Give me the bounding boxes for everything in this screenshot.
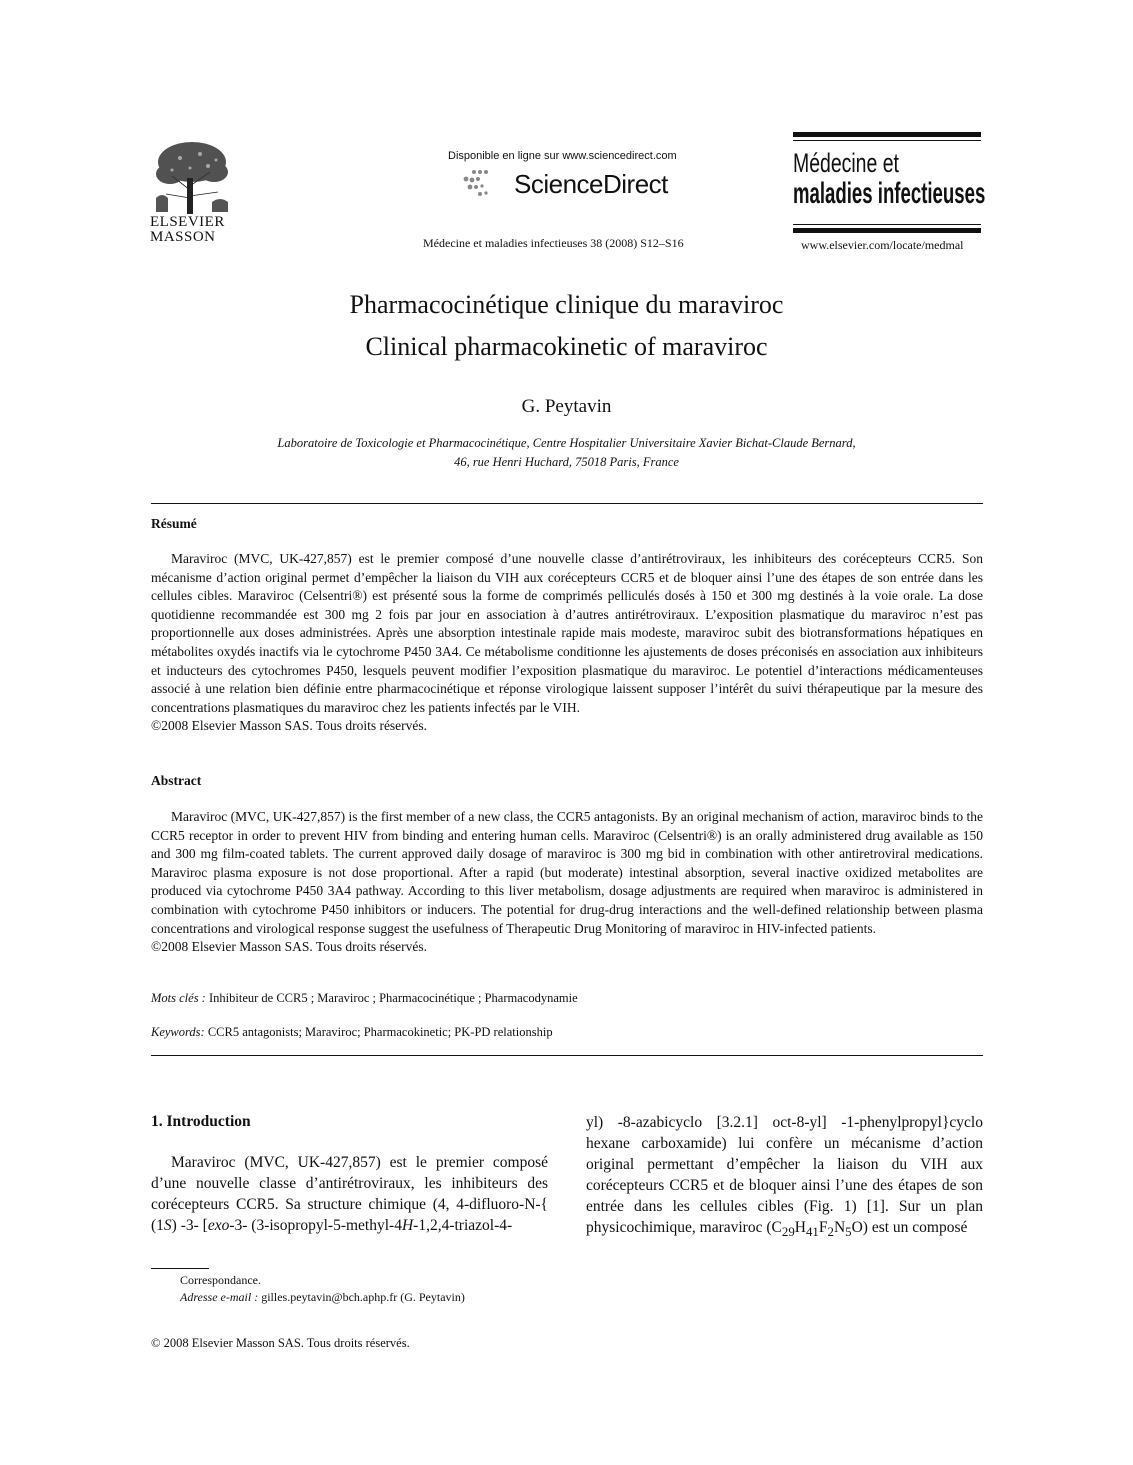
affiliation-line2: 46, rue Henri Huchard, 75018 Paris, France [454, 455, 679, 469]
abstract-copyright: ©2008 Elsevier Masson SAS. Tous droits réservés. [151, 939, 428, 955]
introduction-paragraph-cont [586, 1112, 983, 1242]
keywords-en-values: CCR5 antagonists; Maraviroc; Pharmacokinetic; PK-PD relationship [207, 1025, 553, 1039]
journal-title-line1: Médecine et [793, 148, 899, 178]
publisher-logo-text [150, 215, 240, 245]
intro-text-segment: -3- (3-isopropyl-5-methyl-4 [229, 1217, 402, 1234]
affiliation [0, 434, 1133, 472]
masson-word: MASSON [150, 229, 216, 245]
abstract-top-rule [151, 503, 983, 504]
journal-url[interactable]: www.elsevier.com/locate/medmal [801, 238, 964, 252]
formula-element: F [818, 1219, 828, 1236]
article-title-en: Clinical pharmacokinetic of maraviroc [365, 332, 768, 361]
footnote-email-value[interactable]: gilles.peytavin@bch.aphp.fr (G. Peytavin) [261, 1290, 465, 1304]
keywords-en-label: Keywords: [151, 1025, 205, 1039]
elsevier-word: ELSEVIER [150, 214, 225, 230]
intro-text-segment: O) est un composé [851, 1219, 968, 1236]
resume-text: Maraviroc (MVC, UK-427,857) est le premier composé d’une nouvelle classe d’antirétroviraux, les inhibiteurs des corécepteurs CCR5. Son mécanisme d’action original permet d’empêcher la liaison du VIH aux corécepteurs CCR5 et de bloquer ainsi l’une des étapes de son entrée dans les cellules cibles. Maraviroc (Celsentri®) est présenté sous la forme de comprimés pelliculés dosés à 150 et 300 mg destinés à la voie orale. La dose quotidienne recommandée est 300 mg 2 fois par jour en association à d’autres antirétroviraux. L’exposition plasmatique du maraviroc n’est pas proportionnelle aux doses administrées. Après une absorption intestinale rapide mais modeste, maraviroc subit des biotransformations hépatiques en métabolites oxydés inactifs via le cytochrome P450 3A4. Ce métabolisme conditionne les ajustements de doses préconisés en association aux inhibiteurs et inducteurs des cytochromes P450, lesquels peuvent modifier l’exposition plasmatique du maraviroc. Le potentiel d’interactions médicamenteuses associé à une relation bien définie entre pharmacocinétique et réponse virologique laissent supposer l’intérêt du suivi thérapeutique par la mesure des concentrations plasmatiques du maraviroc chez les patients infectés par le VIH. [151, 551, 983, 715]
affiliation-line1: Laboratoire de Toxicologie et Pharmacocinétique, Centre Hospitalier Universitaire Xavier Bichat-Claude Bernard, [277, 436, 856, 450]
introduction-column-2 [586, 1112, 983, 1242]
intro-text-segment: yl) -8-azabicyclo [3.2.1] oct-8-yl] -1-phenylpropyl}cyclo hexane carboxamide) lui confère un mécanisme d’action original permettant d’empêcher la liaison du VIH aux corécepteurs CCR5 et de bloquer ainsi l’une des étapes de son entrée dans les cellules cibles (Fig. 1) [1]. Sur un plan physicochimique, maraviroc (C [586, 1114, 983, 1236]
formula-subscript: 2 [827, 1224, 834, 1240]
keywords-fr-label: Mots clés : [151, 991, 206, 1005]
journal-bottom-rule [793, 224, 981, 225]
footnote-rule [151, 1268, 209, 1269]
sciencedirect-dots-icon [460, 168, 490, 198]
intro-text-segment: Maraviroc (MVC, UK-427,857) est le premier composé d’une nouvelle classe d’antirétroviraux, les inhibiteurs des corécepteurs CCR5. Sa structure chimique (4, 4-difluoro-N-{ (1 [151, 1154, 548, 1234]
author-name: G. Peytavin [521, 396, 612, 417]
footnote-email-label: Adresse e-mail : [180, 1290, 259, 1304]
intro-text-segment: ) -3- [ [171, 1217, 208, 1234]
keywords-fr [151, 991, 983, 1006]
formula-element: H [794, 1219, 806, 1236]
formula-subscript: 29 [781, 1224, 795, 1240]
sciencedirect-name: ScienceDirect [514, 169, 668, 199]
abstract-text: Maraviroc (MVC, UK-427,857) is the first member of a new class, the CCR5 antagonists. By an original mechanism of action, maraviroc binds to the CCR5 receptor in order to prevent HIV from binding and entering human cells. Maraviroc (Celsentri®) is an orally administered drug available as 150 and 300 mg film-coated tablets. The current approved daily dosage of maraviroc is 300 mg bid in combination with other antiretroviral medications. Maraviroc plasma exposure is not dose proportional. After a rapid (but moderate) intestinal absorption, several inactive oxidized metabolites are produced via cytochrome P450 3A4 pathway. According to this liver metabolism, dosage adjustments are required when maraviroc is administered in combination with cytochrome P450 inhibitors or inducers. The potential for drug-drug interactions and the well-defined relationship between plasma concentrations and virological response suggest the usefulness of Therapeutic Drug Monitoring of maraviroc in HIV-infected patients. [151, 809, 983, 936]
resume-heading: Résumé [151, 516, 197, 531]
sciencedirect-availability: Disponible en ligne sur www.sciencedirect.com [448, 150, 677, 162]
formula-element: N [833, 1219, 846, 1236]
abstract-heading: Abstract [151, 773, 202, 788]
article-title-fr: Pharmacocinétique clinique du maraviroc [349, 290, 784, 319]
resume-body [151, 550, 983, 736]
keywords-fr-values: Inhibiteur de CCR5 ; Maraviroc ; Pharmacocinétique ; Pharmacodynamie [208, 991, 578, 1005]
abstract-bottom-rule [151, 1055, 983, 1056]
abstract-body [151, 808, 983, 957]
introduction-column-1 [151, 1152, 548, 1236]
journal-citation: Médecine et maladies infectieuses 38 (2008) S12–S16 [423, 236, 684, 250]
formula-subscript: 5 [845, 1224, 852, 1240]
formula-subscript: 41 [805, 1224, 819, 1240]
journal-title-line2: maladies infectieuses [793, 177, 986, 210]
intro-italic-h: H [401, 1217, 414, 1234]
footnote-email [180, 1290, 465, 1305]
intro-text-segment: -1,2,4-triazol-4- [413, 1217, 513, 1234]
journal-top-rule [793, 140, 981, 141]
resume-copyright: ©2008 Elsevier Masson SAS. Tous droits réservés. [151, 718, 428, 734]
intro-italic-s: S [163, 1217, 172, 1234]
journal-top-bar [793, 132, 981, 137]
keywords-en [151, 1025, 983, 1040]
elsevier-tree-logo [150, 138, 234, 216]
footnote-correspondence: Correspondance. [180, 1273, 261, 1287]
journal-bottom-bar [793, 228, 981, 233]
introduction-heading: 1. Introduction [151, 1113, 251, 1130]
intro-italic-exo: exo [207, 1217, 230, 1234]
footer-copyright: © 2008 Elsevier Masson SAS. Tous droits réservés. [151, 1336, 410, 1350]
introduction-paragraph [151, 1152, 548, 1236]
